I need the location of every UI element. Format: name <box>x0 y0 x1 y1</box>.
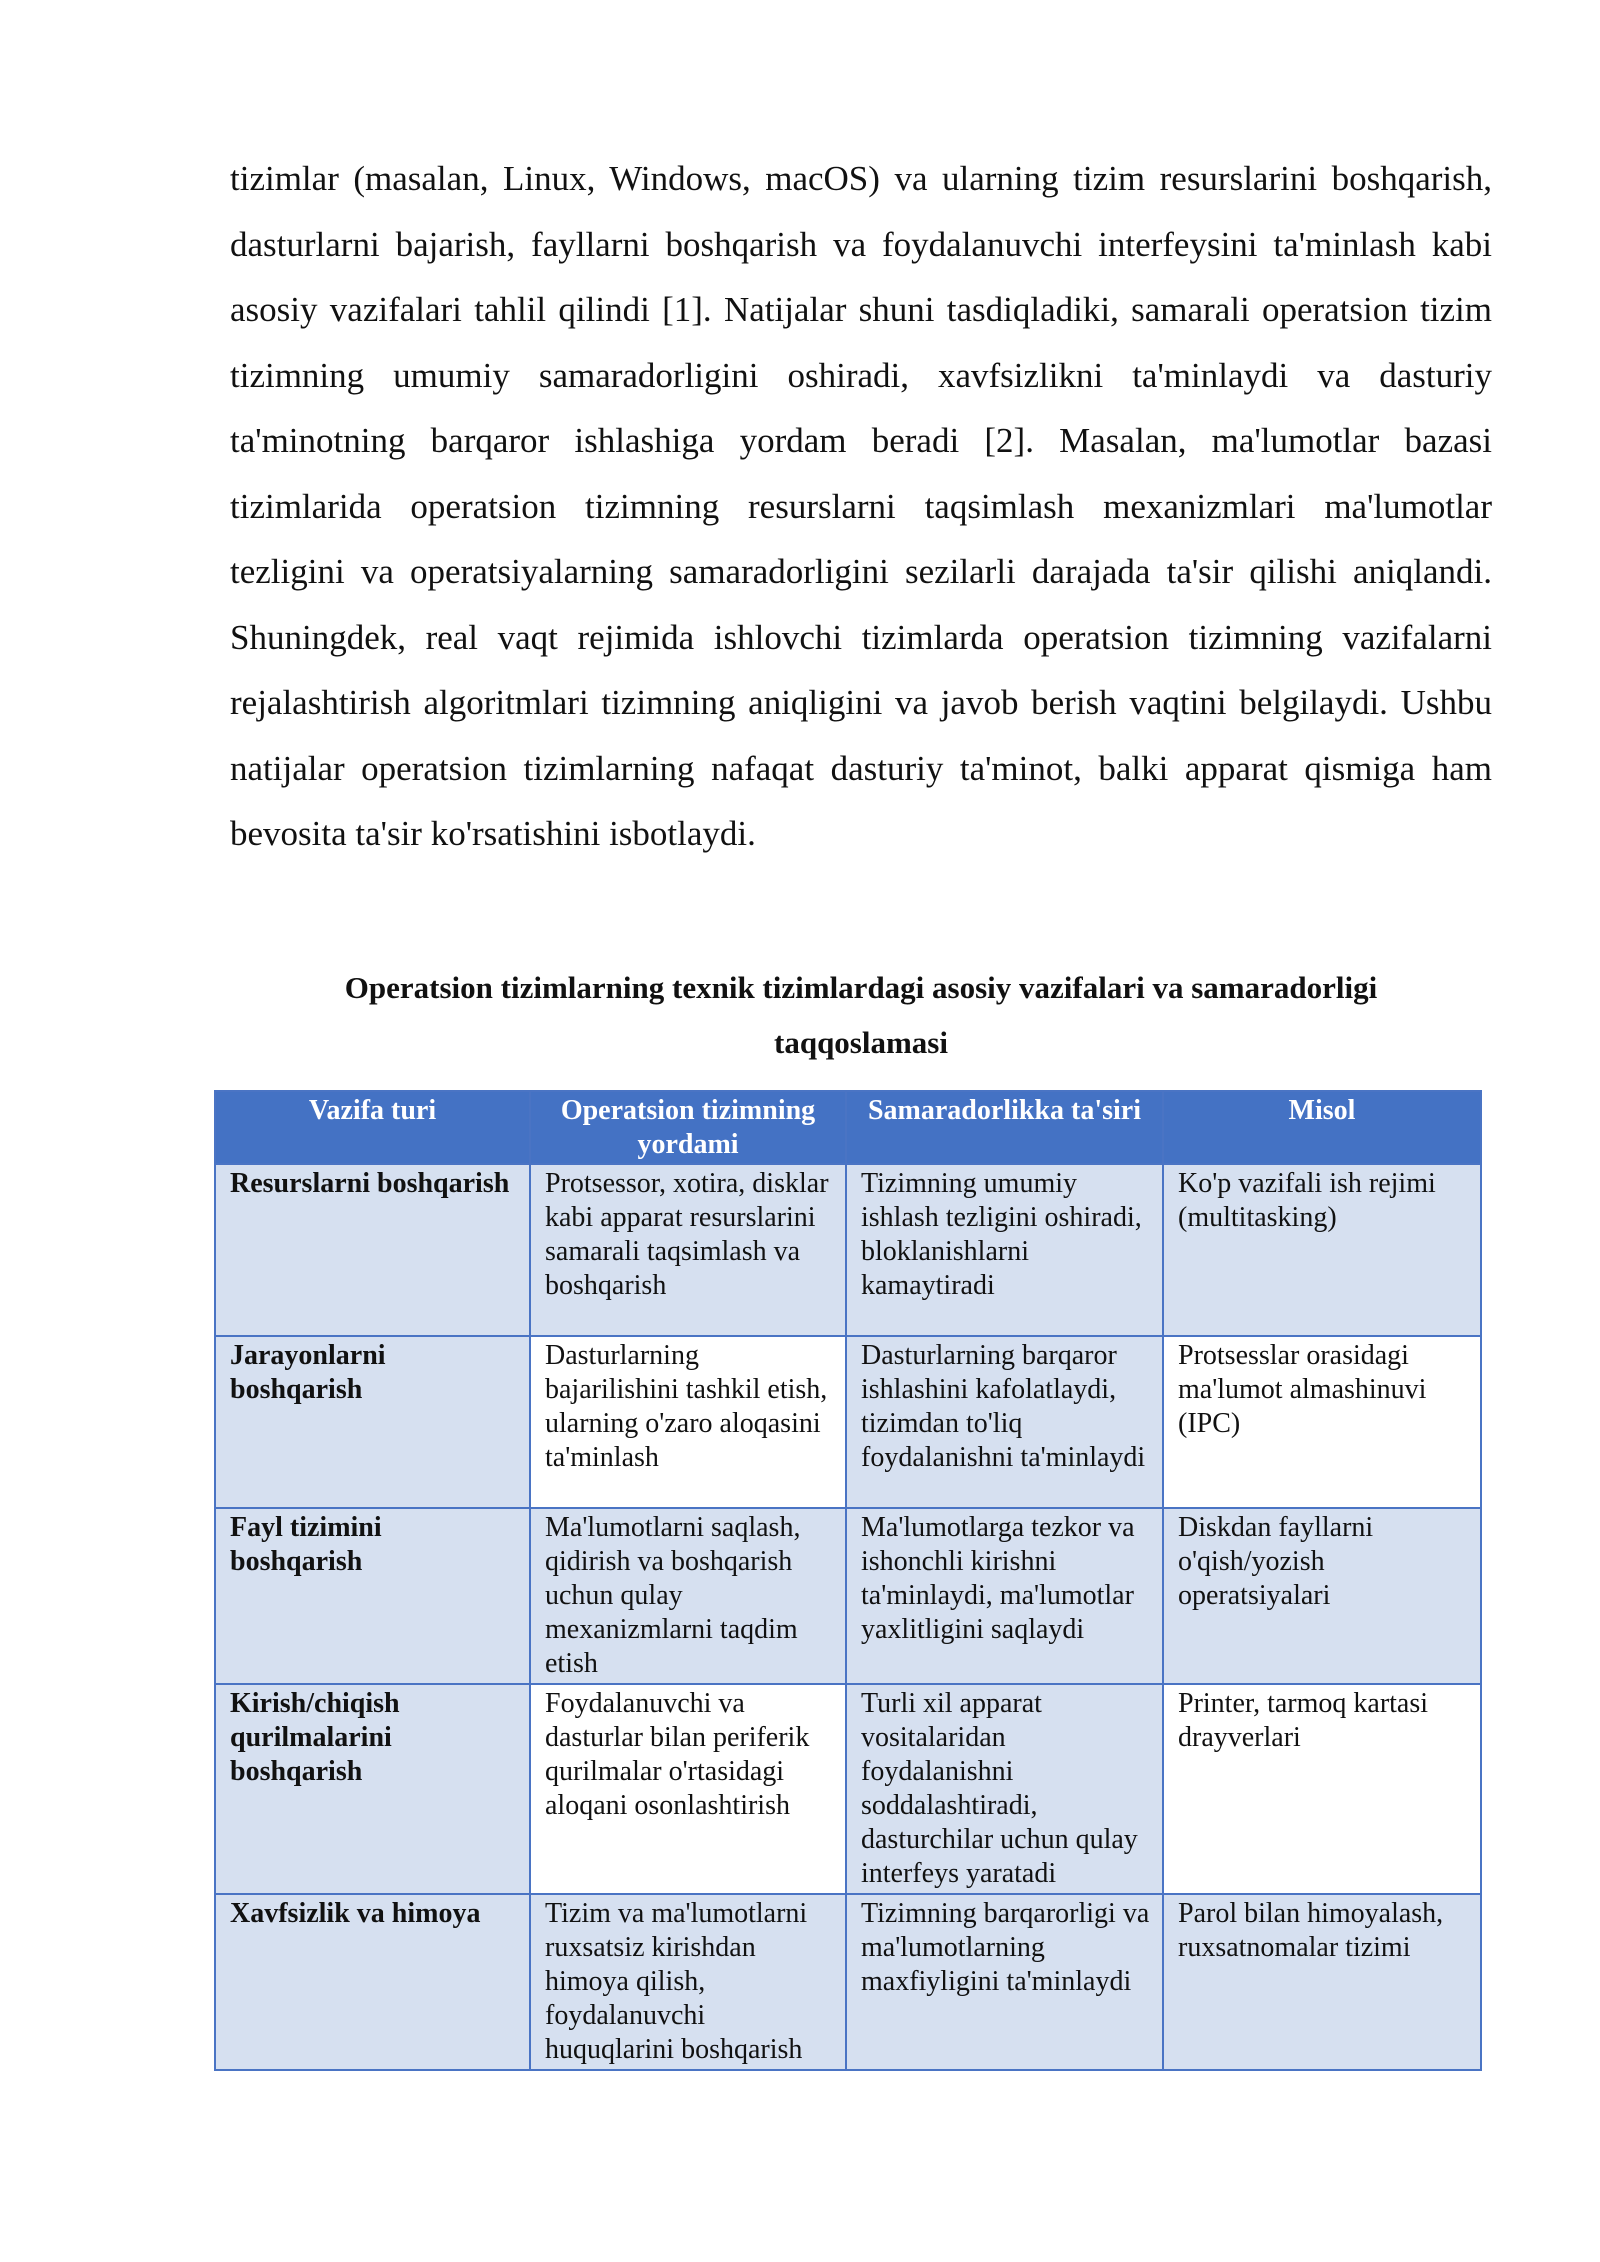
cell-task-type: Fayl tizimini boshqarish <box>215 1508 530 1684</box>
cell-efficiency-impact: Ma'lumotlarga tezkor va ishonchli kirishni ta'minlaydi, ma'lumotlar yaxlitligini saqlaydi <box>846 1508 1163 1684</box>
table-row <box>215 1684 1481 1894</box>
cell-example: Diskdan fayllarni o'qish/yozish operatsiyalari <box>1163 1508 1481 1684</box>
cell-task-type: Xavfsizlik va himoya <box>215 1894 530 2070</box>
cell-task-type: Resurslarni boshqarish <box>215 1164 530 1336</box>
cell-efficiency-impact: Tizimning umumiy ishlash tezligini oshiradi, bloklanishlarni kamaytiradi <box>846 1164 1163 1336</box>
cell-task-type: Kirish/chiqish qurilmalarini boshqarish <box>215 1684 530 1894</box>
cell-os-support: Tizim va ma'lumotlarni ruxsatsiz kirishdan himoya qilish, foydalanuvchi huquqlarini boshqarish <box>530 1894 846 2070</box>
cell-efficiency-impact: Dasturlarning barqaror ishlashini kafolatlaydi, tizimdan to'liq foydalanishni ta'minlaydi <box>846 1336 1163 1508</box>
column-header-task-type: Vazifa turi <box>215 1091 530 1164</box>
table-row <box>215 1164 1481 1336</box>
table-row <box>215 1336 1481 1508</box>
cell-os-support: Ma'lumotlarni saqlash, qidirish va boshqarish uchun qulay mexanizmlarni taqdim etish <box>530 1508 846 1684</box>
table-header-row <box>215 1091 1481 1164</box>
cell-os-support: Foydalanuvchi va dasturlar bilan periferik qurilmalar o'rtasidagi aloqani osonlashtirish <box>530 1684 846 1894</box>
cell-efficiency-impact: Tizimning barqarorligi va ma'lumotlarning maxfiyligini ta'minlaydi <box>846 1894 1163 2070</box>
body-paragraph: tizimlar (masalan, Linux, Windows, macOS) va ularning tizim resurslarini boshqarish, dasturlarni bajarish, fayllarni boshqarish va foydalanuvchi interfeysini ta'minlash kabi asosiy vazifalari tahlil qilindi [1]. Natijalar shuni tasdiqladiki, samarali operatsion tizim tizimning umumiy samaradorligini oshiradi, xavfsizlikni ta'minlaydi va dasturiy ta'minotning barqaror ishlashiga yordam beradi [2]. Masalan, ma'lumotlar bazasi tizimlarida operatsion tizimning resurslarni taqsimlash mexanizmlari ma'lumotlar tezligini va operatsiyalarning samaradorligini sezilarli darajada ta'sir qilishi aniqlandi. Shuningdek, real vaqt rejimida ishlovchi tizimlarda operatsion tizimning vazifalarni rejalashtirish algoritmlari tizimning aniqligini va javob berish vaqtini belgilaydi. Ushbu natijalar operatsion tizimlarning nafaqat dasturiy ta'minot, balki apparat qismiga ham bevosita ta'sir ko'rsatishini isbotlaydi. <box>230 159 1492 853</box>
cell-efficiency-impact: Turli xil apparat vositalaridan foydalanishni soddalashtiradi, dasturchilar uchun qulay interfeys yaratadi <box>846 1684 1163 1894</box>
table-title-line-2: taqqoslamasi <box>774 1025 948 1060</box>
cell-example: Printer, tarmoq kartasi drayverlari <box>1163 1684 1481 1894</box>
cell-os-support: Protsessor, xotira, disklar kabi apparat resurslarini samarali taqsimlash va boshqarish <box>530 1164 846 1336</box>
cell-os-support: Dasturlarning bajarilishini tashkil etish, ularning o'zaro aloqasini ta'minlash <box>530 1336 846 1508</box>
table-title <box>230 960 1492 1070</box>
cell-task-type: Jarayonlarni boshqarish <box>215 1336 530 1508</box>
table-title-line-1: Operatsion tizimlarning texnik tizimlardagi asosiy vazifalari va samaradorligi <box>344 970 1378 1005</box>
cell-example: Ko'p vazifali ish rejimi (multitasking) <box>1163 1164 1481 1336</box>
table-row <box>215 1894 1481 2070</box>
cell-example: Parol bilan himoyalash, ruxsatnomalar tizimi <box>1163 1894 1481 2070</box>
column-header-os-support: Operatsion tizimning yordami <box>530 1091 846 1164</box>
column-header-example: Misol <box>1163 1091 1481 1164</box>
comparison-table <box>214 1090 1482 2071</box>
column-header-efficiency-impact: Samaradorlikka ta'siri <box>846 1091 1163 1164</box>
cell-example: Protsesslar orasidagi ma'lumot almashinuvi (IPC) <box>1163 1336 1481 1508</box>
table-row <box>215 1508 1481 1684</box>
